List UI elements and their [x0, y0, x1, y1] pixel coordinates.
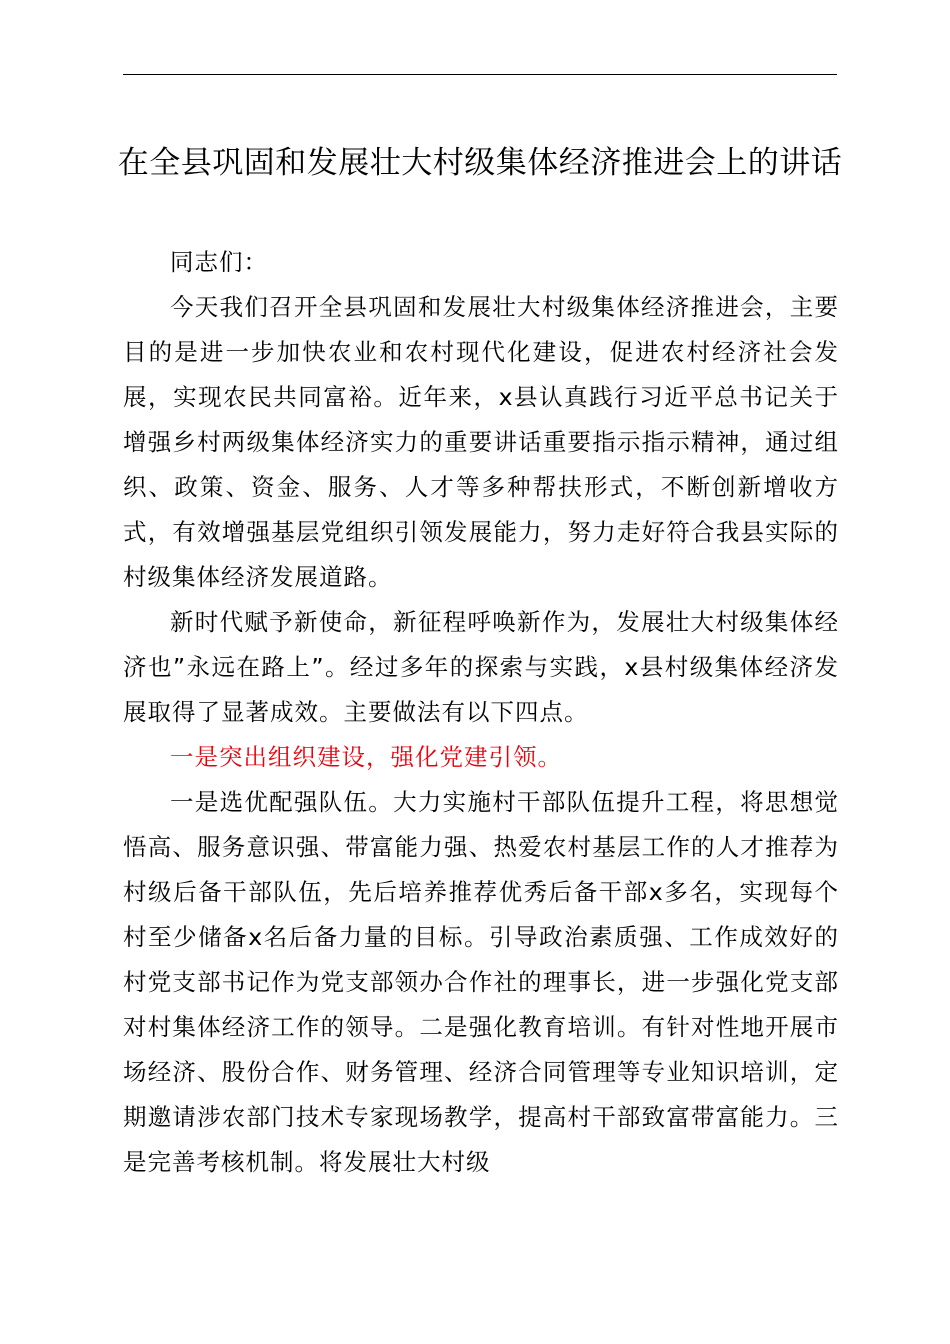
- paragraph-achievements: 新时代赋予新使命，新征程呼唤新作为，发展壮大村级集体经济也”永远在路上”。经过多年的探索与实践，x县村级集体经济发展取得了显著成效。主要做法有以下四点。: [123, 608, 839, 726]
- section-heading: 一是突出组织建设，强化党建引领。: [170, 743, 562, 771]
- paragraph-section-one: 一是选优配强队伍。大力实施村干部队伍提升工程，将思想觉悟高、服务意识强、带富能力强、热爱农村基层工作的人才推荐为村级后备干部队伍，先后培养推荐优秀后备干部x多名，实现每个村至少储备x名后备力量的目标。引导政治素质强、工作成效好的村党支部书记作为党支部领办合作社的理事长，进一步强化党支部对村集体经济工作的领导。二是强化教育培训。有针对性地开展市场经济、股份合作、财务管理、经济合同管理等专业知识培训，定期邀请涉农部门技术专家现场教学，提高村干部致富带富能力。三是完善考核机制。将发展壮大村级: [123, 788, 839, 1176]
- paragraph-intro: 今天我们召开全县巩固和发展壮大村级集体经济推进会，主要目的是进一步加快农业和农村现代化建设，促进农村经济社会发展，实现农民共同富裕。近年来，x县认真践行习近平总书记关于增强乡村两级集体经济实力的重要讲话重要指示指示精神，通过组织、政策、资金、服务、人才等多种帮扶形式，不断创新增收方式，有效增强基层党组织引领发展能力，努力走好符合我县实际的村级集体经济发展道路。: [123, 293, 839, 591]
- header-rule: [123, 74, 837, 75]
- document-body: [123, 240, 839, 1185]
- salutation: 同志们：: [170, 248, 268, 276]
- document-title: 在全县巩固和发展壮大村级集体经济推进会上的讲话: [117, 145, 843, 181]
